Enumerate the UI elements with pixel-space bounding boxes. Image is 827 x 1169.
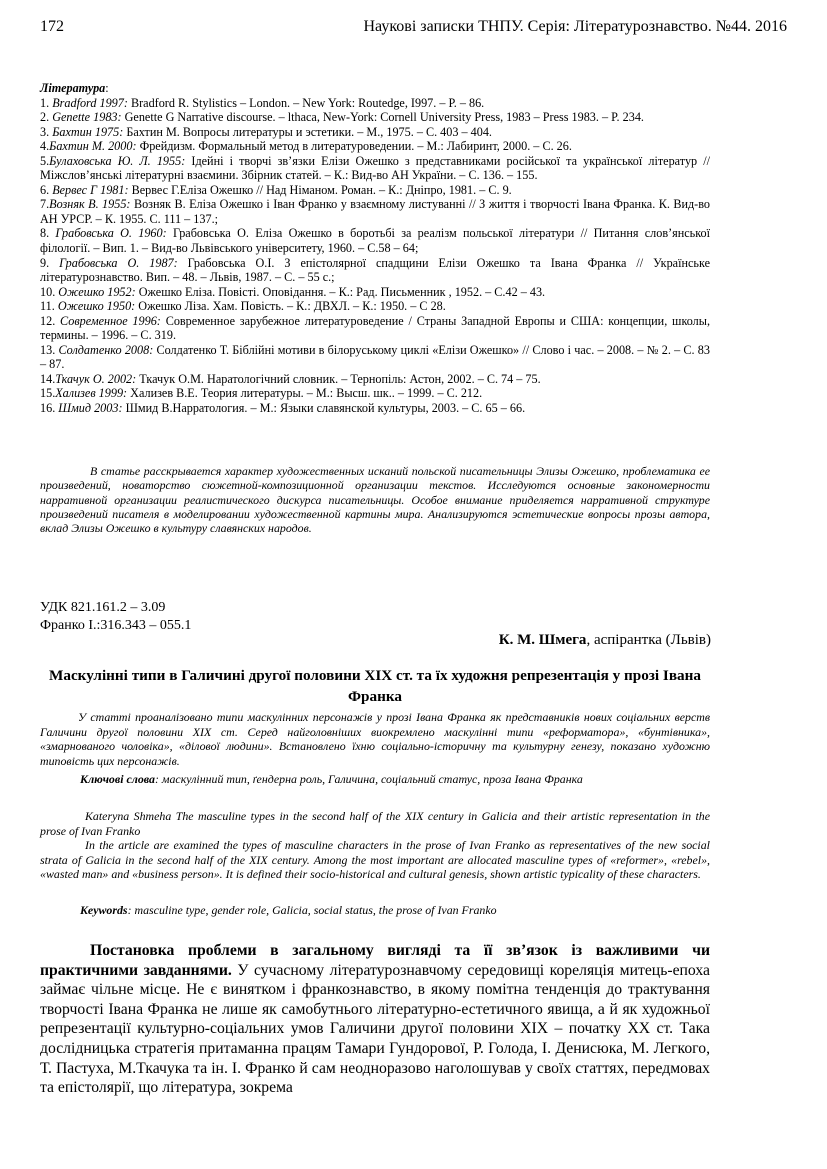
reference-key: Ожешко 1952: [58,284,136,299]
article-title: Маскулінні типи в Галичині другої половини ХІХ ст. та їх художня репрезентація у прозі Івана Франка [49,667,701,705]
reference-key: Bradford 1997: [52,95,128,110]
english-title: Kateryna Shmeha The masculine types in the second half of the XIX century in Galicia and their artistic representation in the prose of Ivan Franko [40,809,710,838]
reference-item [40,139,710,154]
reference-number: 9. [40,255,60,270]
reference-key: Современное 1996: [60,313,161,328]
reference-item [40,197,710,226]
keywords-ukrainian [40,772,710,787]
udk-code: УДК 821.161.2 – 3.09 [40,600,166,615]
reference-text: Бахтин М. Вопросы литературы и эстетики. – М., 1975. – С. 403 – 404. [126,124,492,139]
reference-key: Грабовська О. 1987: [59,255,178,270]
keywords-en-text: : masculine type, gender role, Galicia, social status, the prose of Ivan Franko [127,903,497,917]
english-abstract: In the article are examined the types of masculine characters in the prose of Ivan Franko as representatives of the new social strata of Galicia in the second half of the XIX century. Among the most important are allocated masculine types of «reformer», «rebel», «wasted man» and «business person». It is defined their socio-historical and cultural genesis, shown artistic typicality of these characters. [40,838,710,881]
page-number: 172 [40,18,64,35]
reference-text: Ожешко Ліза. Хам. Повість. – К.: ДВХЛ. – К.: 1950. – С 28. [138,299,446,314]
author-name: К. М. Шмега [498,632,587,648]
keywords-english [40,903,710,918]
reference-key: Бахтин 1975: [52,124,124,139]
reference-key: Бахтин М. 2000: [49,139,137,154]
reference-item [40,154,710,183]
reference-item [40,343,710,372]
keywords-ua-text: : маскулінний тип, ґендерна роль, Галичина, соціальний статус, проза Івана Франка [154,772,583,786]
reference-number: 2. [40,110,53,125]
references-section [40,81,710,416]
reference-number: 13. [40,342,59,357]
reference-text: Genette G Narrative discourse. – lthaca, New-York: Cornell University Press, 1983 – Press 1983. – P. 234. [124,110,644,125]
reference-number: 12. [40,313,61,328]
keywords-en-label: Keywords [80,903,128,917]
reference-key: Ткачук О. 2002: [55,371,137,386]
english-abstract-block [40,809,710,882]
reference-key: Шмид 2003: [58,401,123,416]
reference-number: 5. [40,153,50,168]
reference-key: Солдатенко 2008: [58,342,154,357]
author-affiliation: , аспірантка (Львів) [586,632,711,648]
reference-key: Вервес Г 1981: [52,182,129,197]
reference-text: Bradford R. Stylistics – London. – New York: Routedge, I997. – Р. – 86. [130,95,485,110]
reference-item [40,110,710,125]
reference-text: Ожешко Еліза. Повісті. Оповідання. – К.: Рад. Письменник , 1952. – С.42 – 43. [138,284,546,299]
ukrainian-abstract: У статті проаналізовано типи маскулінних персонажів у прозі Івана Франка як представників нових соціальних верств Галичини другої половини ХІХ ст. Серед найголовніших виокремлено маскулінні типи «реформатора», «бунтівника», «змарнованого чоловіка», «ділової людини». Встановлено їхню соціально-історичну та культурну генезу, показано художню типовість цих персонажів. [40,710,710,768]
reference-number: 10. [40,284,59,299]
reference-text: Шмид В.Нарратология. – М.: Языки славянской культуры, 2003. – С. 65 – 66. [125,401,526,416]
section-heading-lead: Постановка проблеми в загальному вигляді та її зв’язок із важливими чи практичними завданнями. [40,942,710,979]
reference-item [40,125,710,140]
reference-text: Фрейдизм. Формальный метод в литературоведении. – М.: Лабиринт, 2000. – С. 26. [139,139,572,154]
reference-number: 1. [40,95,53,110]
reference-text: Современное зарубежное литературоведение / Страны Западной Европы и США: концепции, школы, термины. – 1996. – С. 319. [40,313,710,343]
reference-item [40,285,710,300]
reference-number: 7. [40,197,50,212]
reference-number: 16. [40,401,59,416]
reference-item [40,183,710,198]
reference-key: Возняк В. 1955: [49,197,131,212]
reference-item [40,372,710,387]
reference-text: Возняк В. Еліза Ожешко і Іван Франко у взаємному листуванні // З життя і творчості Івана Франка. К. Вид-во АН УРСР. – К. 1955. С. 111 – 137.; [40,197,710,226]
reference-item [40,299,710,314]
reference-item [40,226,710,255]
reference-text: Грабовська О.І. З епістолярної спадщини Елізи Ожешко та Івана Франка // Українське літературознавство. Вип. – 48. – Львів, 1987. – С. – 55 с.; [40,255,710,285]
keywords-ua-label: Ключові слова [80,772,155,786]
journal-title: Наукові записки ТНПУ. Серія: Літературознавство. №44. 2016 [363,18,787,35]
udk-code-secondary: Франко І.:316.343 – 055.1 [40,618,192,633]
reference-number: 4. [40,139,50,154]
reference-number: 14. [40,371,56,386]
reference-key: Грабовська О. 1960: [55,226,167,241]
reference-key: Булаховська Ю. Л. 1955: [49,153,186,168]
reference-text: Вервес Г.Еліза Ожешко // Над Німаном. Роман. – К.: Дніпро, 1981. – С. 9. [131,182,512,197]
reference-number: 6. [40,182,53,197]
reference-text: Хализев В.Е. Теория литературы. – М.: Высш. шк.. – 1999. – С. 212. [130,386,483,401]
reference-item [40,401,710,416]
reference-number: 15. [40,386,56,401]
reference-number: 3. [40,124,53,139]
reference-number: 8. [40,226,56,241]
body-text: У сучасному літературознавчому середовищі кореляція митець-епоха займає чільне місце. Не є винятком і франкознавство, в якому помітна тенденція до трактування творчості Івана Франка не лише як самобутнього літературно-естетичного явища, а й як художньої репрезентації культурно-соціальних умов Галичини другої половини ХІХ – початку ХХ ст. Така дослідницька стратегія притаманна працям Тамари Гундорової, Р. Голода, І. Денисюка, М. Легкого, Т. Пастуха, М.Ткачука та ін. І. Франко й сам неодноразово наголошував у своїх статтях, передмовах та епістолярії, що література, зокрема [40,961,710,1097]
reference-text: Солдатенко Т. Біблійні мотиви в білоруському циклі «Елізи Ожешко» // Слово і час. – 2008. – № 2. – С. 83 – 87. [40,342,710,372]
reference-item [40,96,710,111]
reference-item [40,314,710,343]
reference-key: Ожешко 1950: [57,299,136,314]
page-header [40,18,787,40]
author-line [499,632,711,649]
reference-item [40,386,710,401]
references-list [40,96,710,416]
reference-text: Грабовська О. Еліза Ожешко в боротьбі за реалізм польської літератури // Питання слов’янської філології. – Вип. 1. – Вид-во Львівського університету, 1960. – С.58 – 64; [40,226,711,256]
body-paragraph [40,941,710,1098]
references-heading: Література: [40,81,109,95]
reference-text: Ідейні і творчі зв’язки Елізи Ожешко з представниками російської та української літератур // Міжслов’янські літературні взаємини. Збірник статей. – К.: Вид-во АН України. – С. 136. – 155. [40,153,711,183]
reference-key: Genette 1983: [52,110,122,125]
reference-item [40,256,710,285]
reference-text: Ткачук О.М. Наратологічний словник. – Тернопіль: Астон, 2002. – С. 74 – 75. [139,371,541,386]
reference-key: Хализев 1999: [55,386,128,401]
reference-number: 11. [40,299,58,314]
udk-block [40,599,191,635]
russian-abstract: В статье расскрывается характер художественных исканий польской писательницы Элизы Ожешко, проблематика ее произведений, новаторство сюжетной-композиционной организации текстов. Исследуются основные закономерности нарративной организации реалистического дискурса писательницы. Особое внимание приделяется нарративной структуре произведений писателя в моделировании художественной картины мира. Анализируются эстетические вопросы прозы автора, вклад Элизы Ожешко в культуру славянских народов. [40,464,710,536]
